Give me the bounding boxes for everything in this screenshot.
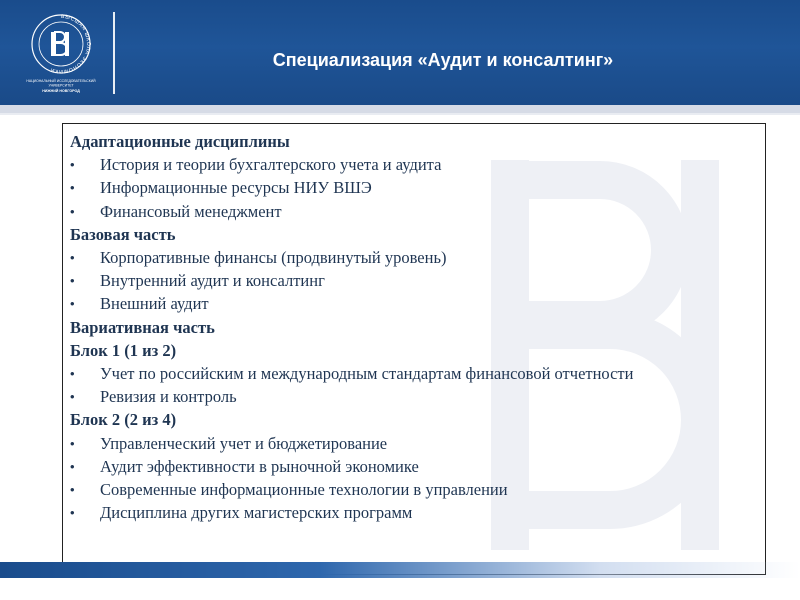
- list-item: • Ревизия и контроль: [70, 385, 765, 408]
- list-item: • Информационные ресурсы НИУ ВШЭ: [70, 176, 765, 199]
- list-item: • Внешний аудит: [70, 292, 765, 315]
- list-item: • Управленческий учет и бюджетирование: [70, 432, 765, 455]
- logo-caption-3: НИЖНИЙ НОВГОРОД: [42, 89, 80, 93]
- logo-caption-2: УНИВЕРСИТЕТ: [48, 83, 74, 88]
- header-divider: [0, 105, 800, 113]
- page-title: Специализация «Аудит и консалтинг»: [272, 50, 614, 70]
- disciplines-panel: [62, 123, 766, 575]
- hse-logo: [22, 10, 100, 95]
- logo-ring-text: ВЫСШАЯ ШКОЛА ЭКОНОМИКИ: [49, 13, 91, 75]
- header-divider-light: [0, 113, 800, 115]
- logo-separator: [113, 12, 115, 94]
- list-item: • Финансовый менеджмент: [70, 200, 765, 223]
- list-item: • Аудит эффективности в рыночной экономике: [70, 455, 765, 478]
- section-heading: Адаптационные дисциплины: [70, 132, 290, 151]
- section-heading: Базовая часть: [70, 224, 176, 244]
- list-item: • Дисциплина других магистерских программ: [70, 501, 765, 524]
- section-heading: Блок 1 (1 из 2): [70, 340, 177, 360]
- section-heading: Вариативная часть: [70, 317, 215, 337]
- list-item: • Современные информационные технологии в управлении: [70, 478, 765, 501]
- section-heading: Блок 2 (2 из 4): [70, 410, 177, 430]
- list-item: • Внутренний аудит и консалтинг: [70, 269, 765, 292]
- logo-caption-1: НАЦИОНАЛЬНЫЙ ИССЛЕДОВАТЕЛЬСКИЙ: [26, 79, 96, 83]
- list-item: • Учет по российским и международным стандартам финансовой отчетности: [70, 362, 765, 385]
- list-item: • Корпоративные финансы (продвинутый уровень): [70, 246, 765, 269]
- footer-bar: [0, 562, 800, 578]
- list-item: • История и теории бухгалтерского учета и аудита: [70, 153, 765, 176]
